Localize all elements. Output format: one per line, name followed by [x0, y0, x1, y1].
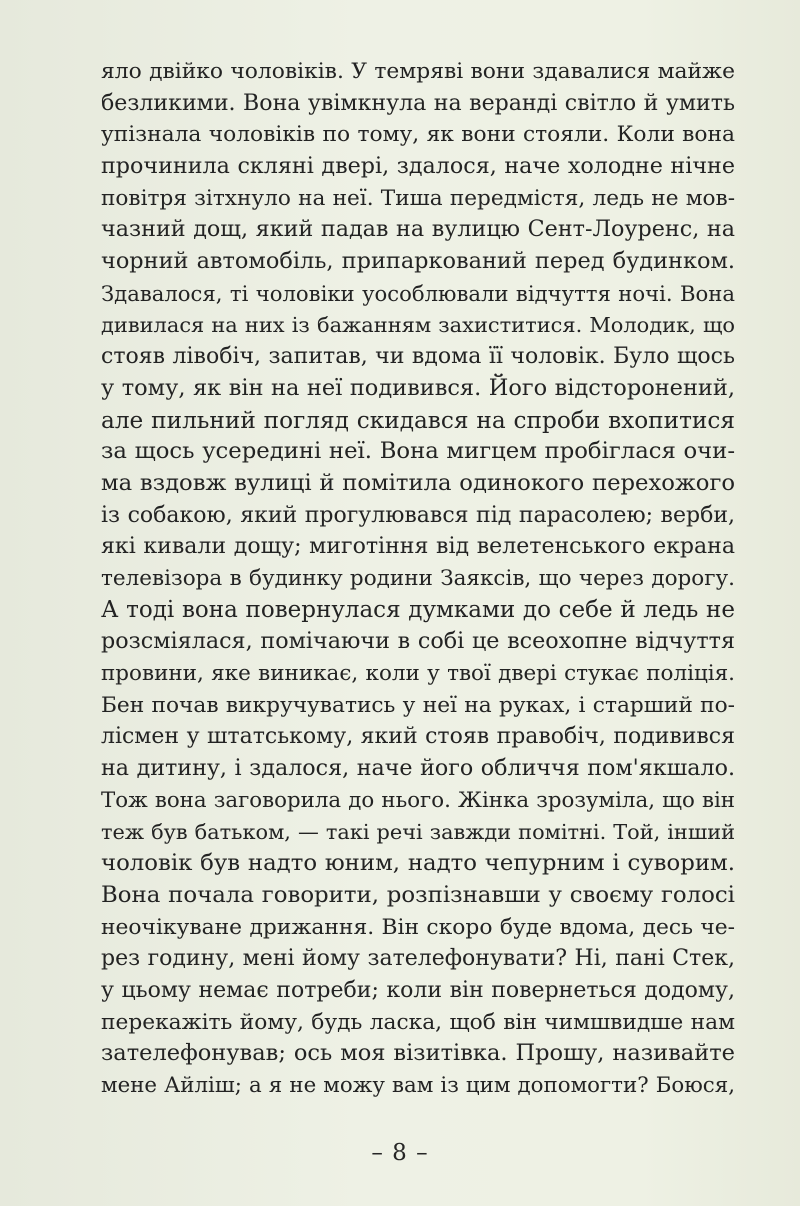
- text-line: Тож вона заговорила до нього. Жінка зрозуміла, що він: [101, 787, 735, 813]
- text-line: на дитину, і здалося, наче його обличчя пом'якшало.: [101, 755, 735, 782]
- text-line: прочинила скляні двері, здалося, наче холодне нічне: [101, 153, 735, 180]
- text-line: чорний автомобіль, припаркований перед будинком.: [101, 248, 735, 275]
- text-line: із собакою, який прогулювався під парасолею; верби,: [101, 502, 735, 528]
- text-line: але пильний погляд скидався на спроби вхопитися: [101, 406, 735, 434]
- text-line: Здавалося, ті чоловіки уособлювали відчуття ночі. Вона: [101, 280, 735, 306]
- text-line: яло двійко чоловіків. У темряві вони здавалися майже: [101, 59, 735, 84]
- text-line: А тоді вона повернулася думками до себе й ледь не: [101, 596, 735, 623]
- text-line: теж був батьком, — такі речі завжди помітні. Той, інший: [101, 819, 735, 844]
- text-line: повітря зітхнуло на неї. Тиша передмістя, ледь не мов-: [101, 185, 735, 211]
- text-line: телевізора в будинку родини Заяксів, що через дорогу.: [101, 566, 735, 591]
- text-line: розсміялася, помічаючи в собі це всеохопне відчуття: [101, 628, 735, 655]
- text-line: у цьому немає потреби; коли він повернеться додому,: [101, 977, 735, 1003]
- text-line: чазний дощ, який падав на вулицю Сент-Лоуренс, на: [101, 216, 735, 243]
- text-line: провини, яке виникає, коли у твої двері стукає поліція.: [101, 661, 735, 687]
- text-line: стояв лівобіч, запитав, чи вдома її чоловік. Було щось: [101, 344, 735, 370]
- text-line: мене Айліш; а я не можу вам із цим допомогти? Боюся,: [101, 1073, 735, 1098]
- text-line: ма вздовж вулиці й помітила одинокого перехожого: [101, 469, 735, 496]
- text-line: перекажіть йому, будь ласка, щоб він чимшвидше нам: [101, 1009, 735, 1035]
- text-line: які кивали дощу; миготіння від велетенського екрана: [101, 534, 735, 560]
- text-line: дивилася на них із бажанням захиститися. Молодик, що: [101, 312, 735, 337]
- text-line: за щось усередині неї. Вона мигцем пробіглася очи-: [101, 438, 735, 465]
- text-line: лісмен у штатському, який стояв правобіч, подивився: [101, 724, 735, 750]
- body-text: [101, 56, 735, 1102]
- text-line: зателефонував; ось моя візитівка. Прошу, називайте: [101, 1040, 735, 1067]
- text-line: безликими. Вона увімкнула на веранді світло й умить: [101, 89, 735, 116]
- text-line: Вона почала говорити, розпізнавши у своєму голосі: [101, 881, 735, 908]
- text-line: упізнала чоловіків по тому, як вони стояли. Коли вона: [101, 122, 735, 148]
- text-line: неочікуване дрижання. Він скоро буде вдома, десь че-: [101, 914, 735, 940]
- text-line: рез годину, мені йому зателефонувати? Ні, пані Стек,: [101, 946, 735, 972]
- text-line: у тому, як він на неї подивився. Його відсторонений,: [101, 374, 735, 401]
- text-line: чоловік був надто юним, надто чепурним і суворим.: [101, 850, 735, 877]
- page-number: – 8 –: [371, 1140, 429, 1166]
- text-line: Бен почав викручуватись у неї на руках, і старший по-: [101, 692, 735, 718]
